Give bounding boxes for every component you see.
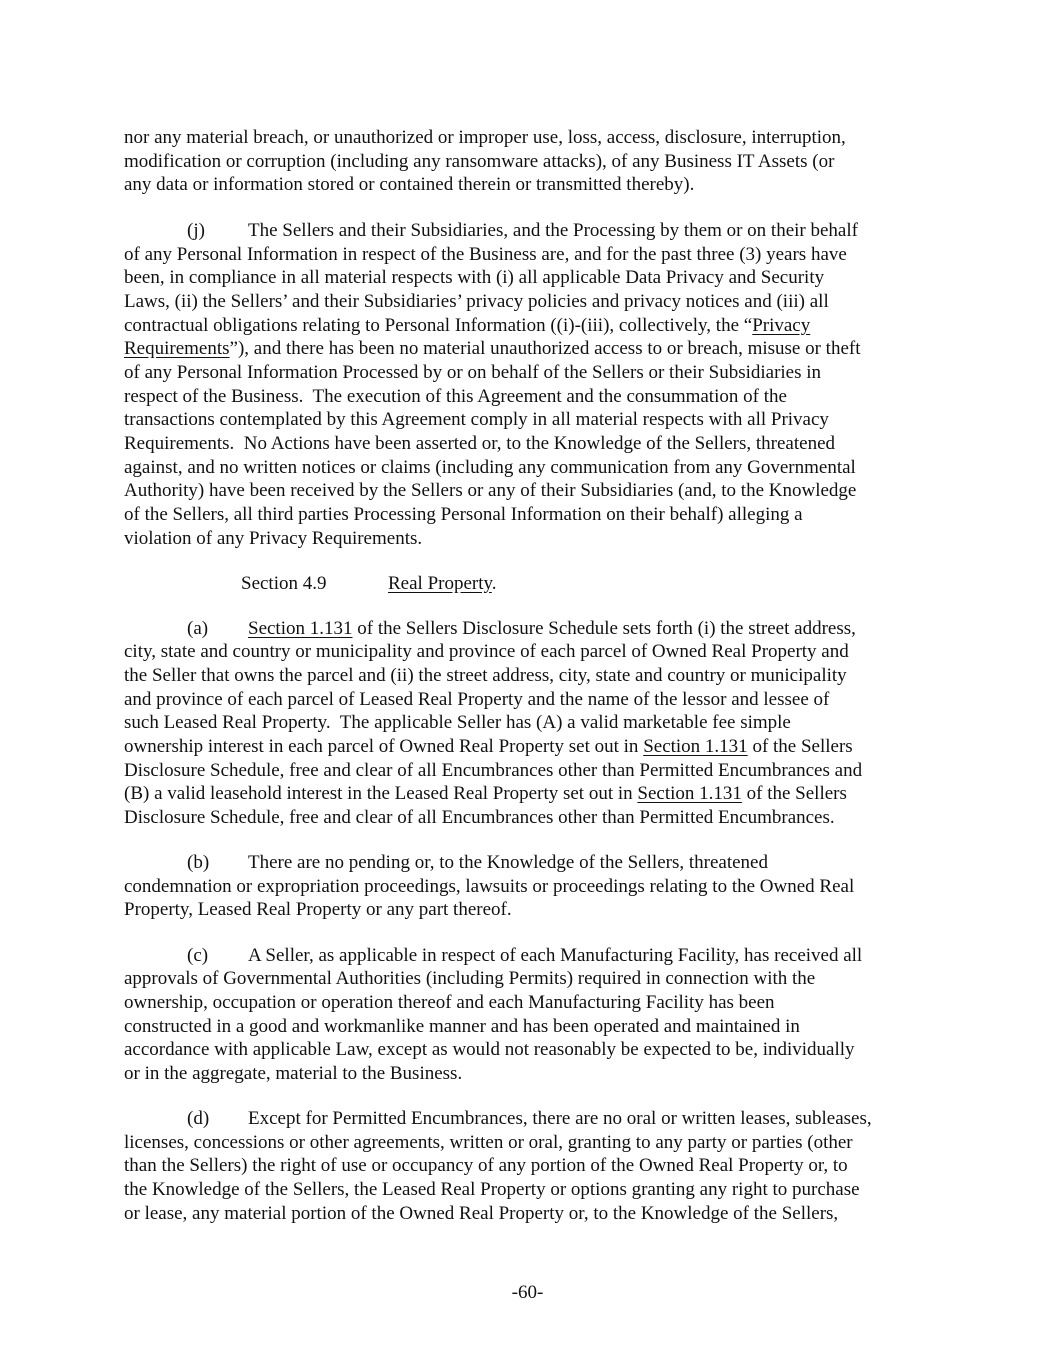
text-span: of the Sellers [741,783,847,804]
text-line: violation of any Privacy Requirements. [124,528,423,549]
text-line: Disclosure Schedule, free and clear of all Encumbrances other than Permitted Encumbrances and [124,760,863,781]
paragraph-marker: (c) [187,945,209,966]
text-line: the Knowledge of the Sellers, the Leased Real Property or options granting any right to purchase [124,1179,860,1200]
text-line: such Leased Real Property. The applicable Seller has (A) a valid marketable fee simple [124,712,791,733]
section-number: Section 4.9 [241,573,327,594]
text-line: any data or information stored or contained therein or transmitted thereby). [124,174,695,195]
text-span: of the Sellers [747,736,853,757]
text-line: Laws, (ii) the Sellers’ and their Subsidiaries’ privacy policies and privacy notices and (iii) all [124,291,829,312]
paragraph-marker: (a) [187,618,209,639]
text-span: ownership interest in each parcel of Owned Real Property set out in [124,736,644,757]
paragraph-marker: (d) [187,1108,210,1129]
text-line: against, and no written notices or claims (including any communication from any Governmental [124,457,856,478]
text-line: the Seller that owns the parcel and (ii) the street address, city, state and country or municipality [124,665,847,686]
text-line: accordance with applicable Law, except as would not reasonably be expected to be, individually [124,1039,855,1060]
text-line: Property, Leased Real Property or any part thereof. [124,899,512,920]
text-span: contractual obligations relating to Personal Information ((i)-(iii), collectively, the “ [124,315,753,336]
section-heading [241,572,497,596]
text-span: . [491,573,497,594]
text-line: ownership, occupation or operation thereof and each Manufacturing Facility has been [124,992,775,1013]
section-title: Real Property [388,573,492,594]
text-line: and province of each parcel of Leased Real Property and the name of the lessor and lessee of [124,689,830,710]
paragraph-marker: (j) [187,220,205,241]
text-line: constructed in a good and workmanlike manner and has been operated and maintained in [124,1016,800,1037]
paragraph-a-first-line [187,617,856,641]
text-line: of any Personal Information Processed by or on behalf of the Sellers or their Subsidiaries in [124,362,822,383]
text-line: been, in compliance in all material respects with (i) all applicable Data Privacy and Security [124,267,825,288]
text-span: A Seller, as applicable in respect of each Manufacturing Facility, has received all [248,945,863,966]
text-line [124,337,861,361]
cross-reference-link[interactable]: Section 1.131 [248,618,353,639]
text-line: Requirements. No Actions have been asserted or, to the Knowledge of the Sellers, threatened [124,433,835,454]
text-span: The Sellers and their Subsidiaries, and the Processing by them or on their behalf [248,220,858,241]
text-line: respect of the Business. The execution of this Agreement and the consummation of the [124,386,787,407]
paragraph-d-first-line [187,1107,872,1131]
text-span: of the Sellers Disclosure Schedule sets forth (i) the street address, [352,618,856,639]
cross-reference-link[interactable]: Section 1.131 [643,736,748,757]
text-span: There are no pending or, to the Knowledge of the Sellers, threatened [248,852,768,873]
text-line: than the Sellers) the right of use or occupancy of any portion of the Owned Real Property or, to [124,1155,848,1176]
text-line [124,735,853,759]
text-span: Except for Permitted Encumbrances, there are no oral or written leases, subleases, [248,1108,872,1129]
defined-term: Privacy [752,315,811,336]
text-line [124,782,847,806]
text-span: ”), and there has been no material unauthorized access to or breach, misuse or theft [229,338,861,359]
text-line: Authority) have been received by the Sellers or any of their Subsidiaries (and, to the Knowledge [124,480,857,501]
paragraph-b-first-line [187,851,768,875]
text-line [124,314,810,338]
text-line: city, state and country or municipality and province of each parcel of Owned Real Property and [124,641,849,662]
text-line: of the Sellers, all third parties Processing Personal Information on their behalf) alleging a [124,504,803,525]
page-number: -60- [511,1282,544,1303]
paragraph-marker: (b) [187,852,210,873]
defined-term: Requirements [124,338,230,359]
text-line: licenses, concessions or other agreements, written or oral, granting to any party or parties (other [124,1132,853,1153]
text-line: transactions contemplated by this Agreement comply in all material respects with all Privacy [124,409,829,430]
paragraph-c-first-line [187,944,862,968]
text-span: (B) a valid leasehold interest in the Leased Real Property set out in [124,783,638,804]
text-line: condemnation or expropriation proceedings, lawsuits or proceedings relating to the Owned Real [124,876,855,897]
text-line: or in the aggregate, material to the Business. [124,1063,463,1084]
paragraph-j-first-line [187,219,858,243]
text-line: approvals of Governmental Authorities (including Permits) required in connection with the [124,968,816,989]
text-line: nor any material breach, or unauthorized or improper use, loss, access, disclosure, interruption, [124,127,846,148]
cross-reference-link[interactable]: Section 1.131 [637,783,742,804]
text-line: or lease, any material portion of the Owned Real Property or, to the Knowledge of the Sellers, [124,1203,839,1224]
text-line: of any Personal Information in respect of the Business are, and for the past three (3) years have [124,244,847,265]
text-line: modification or corruption (including any ransomware attacks), of any Business IT Assets (or [124,151,835,172]
text-line: Disclosure Schedule, free and clear of all Encumbrances other than Permitted Encumbrances. [124,807,835,828]
